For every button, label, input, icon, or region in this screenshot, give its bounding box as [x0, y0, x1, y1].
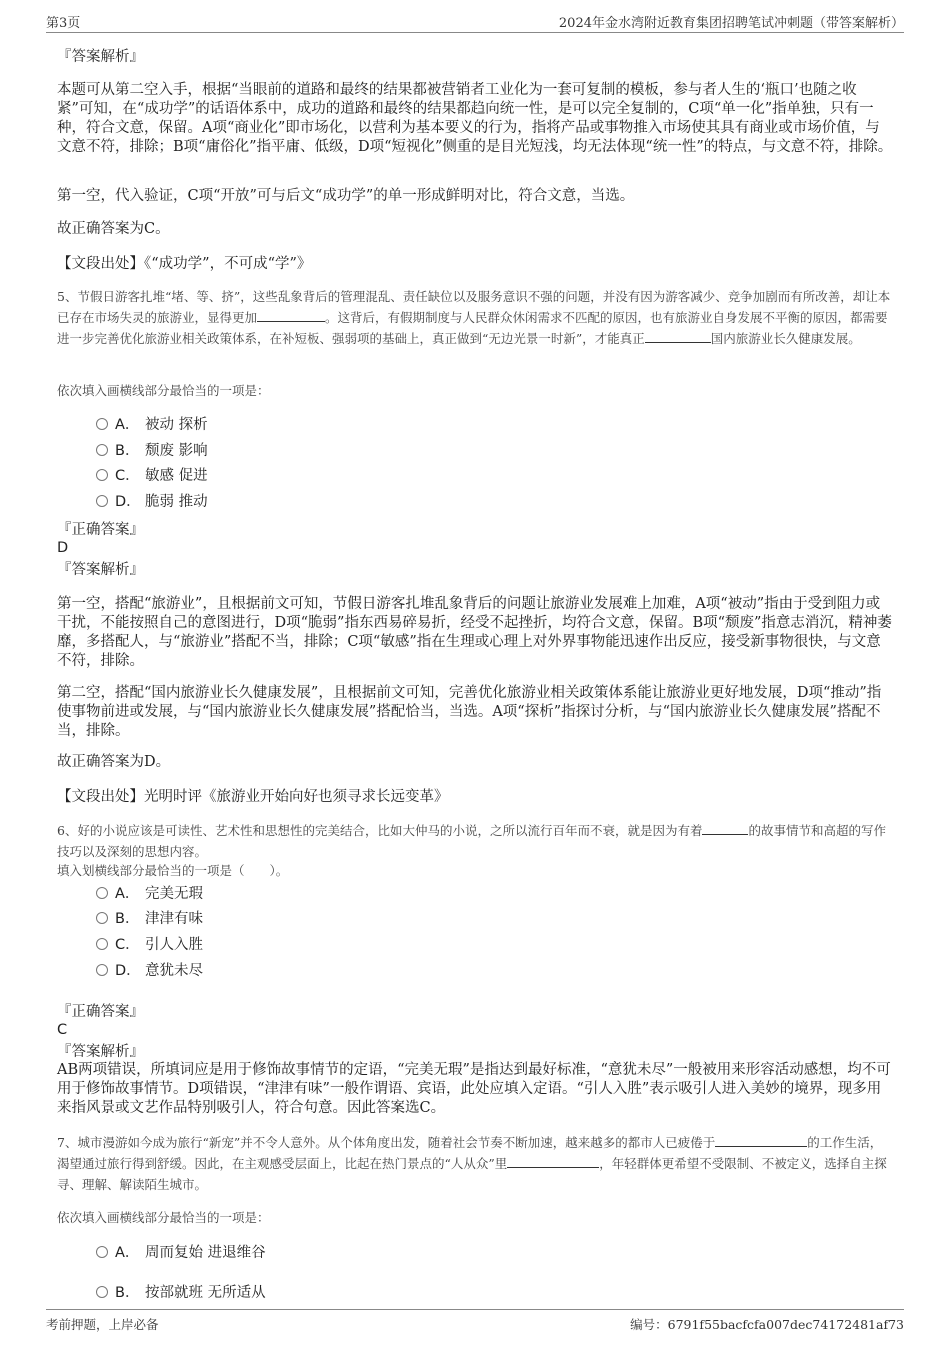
q7-stem [57, 1132, 893, 1195]
q6-option-b[interactable]: B． 津津有味 [96, 909, 203, 929]
q5-stem [57, 286, 893, 349]
radio-icon[interactable] [96, 469, 108, 481]
q5-option-b[interactable]: B． 颓废 影响 [96, 441, 208, 461]
q6-option-d[interactable]: D． 意犹未尽 [96, 961, 203, 981]
footer-slogan: 考前押题，上岸必备 [46, 1317, 159, 1332]
q4-analysis-p2: 第一空，代入验证，C项“开放”可与后文“成功学”的单一形成鲜明对比，符合文意，当选。 [57, 188, 635, 204]
q6-prompt: 填入划横线部分最恰当的一项是（ ）。 [57, 863, 289, 878]
radio-icon[interactable] [96, 1286, 108, 1298]
q5-blank-2 [645, 330, 711, 343]
q5-answer-statement: 故正确答案为D。 [57, 754, 171, 770]
radio-icon[interactable] [96, 418, 108, 430]
radio-icon[interactable] [96, 444, 108, 456]
q6-option-c[interactable]: C． 引人入胜 [96, 935, 203, 955]
q5-stem-part1: 5、节假日游客扎堆“堵、等、挤”，这些乱象背后的管理混乱、责任缺位以及服务意识不强的问题，并没有因为游客减少、竞争加剧而有所改善，却让本已存在市场失灵的旅游业，显得更加 [57, 289, 891, 325]
radio-icon[interactable] [96, 912, 108, 924]
q6-option-a[interactable]: A． 完美无瑕 [96, 884, 203, 904]
q5-source: 【文段出处】光明时评《旅游业开始向好也须寻求长远变革》 [57, 789, 449, 805]
q4-analysis-p1: 本题可从第二空入手，根据“当眼前的道路和最终的结果都被营销者工业化为一套可复制的模板，参与者人生的‘瓶口’也随之收紧”可知，在“成功学”的话语体系中，成功的道路和最终的结果都趋向统一性，是可以完全复制的，C项“单一化”指单独，只有一种，符合文意，保留。A项“商业化”即市场化，以营利为基本要义的行为，指将产品或事物推入市场使其具有商业或市场价值，与文意不符，排除；B项“庸俗化”指平庸、低级，D项“短视化”侧重的是目光短浅，均无法体现“统一性”的特点，与文意不符，排除。 [57, 82, 893, 155]
q4-answer-statement: 故正确答案为C。 [57, 221, 170, 237]
q4-analysis-label: 『答案解析』 [57, 49, 144, 65]
q5-analysis-label: 『答案解析』 [57, 562, 144, 578]
q7-stem-part2: 的工作生活，渴望通过旅行得到舒缓。因此，在主观感受层面上，比起在热门景点的“人从众”里 [57, 1135, 883, 1171]
q5-analysis-p1: 第一空，搭配“旅游业”，且根据前文可知，节假日游客扎堆乱象背后的问题让旅游业发展难上加难，A项“被动”指由于受到阻力或干扰，不能按照自己的意图进行，D项“脆弱”指东西易碎易折，经受不起挫折，均符合文意，保留。B项“颓废”指意志消沉，精神萎靡，多搭配人，与“旅游业”搭配不当，排除；C项“敏感”指在生理或心理上对外界事物能迅速作出反应，接受新事物很快，与文意不符，排除。 [57, 596, 892, 669]
radio-icon[interactable] [96, 964, 108, 976]
q6-stem [57, 820, 893, 862]
q6-correct-label: 『正确答案』 [57, 1004, 144, 1020]
q7-option-b[interactable]: B． 按部就班 无所适从 [96, 1283, 266, 1303]
q6-analysis-p1: AB两项错误，所填词应是用于修饰故事情节的定语，“完美无瑕”是指达到最好标准，“意犹未尽”一般被用来形容活动感想，均不可用于修饰故事情节。D项错误，“津津有味”一般作谓语、宾语，此处应填入定语。“引人入胜”表示吸引人进入美妙的境界，现多用来指风景或文艺作品特别吸引人，符合句意。因此答案选C。 [57, 1062, 891, 1116]
q5-correct-label: 『正确答案』 [57, 522, 144, 538]
q7-blank-2 [507, 1155, 599, 1168]
radio-icon[interactable] [96, 887, 108, 899]
q5-option-c[interactable]: C． 敏感 促进 [96, 466, 208, 486]
q5-option-d[interactable]: D． 脆弱 推动 [96, 492, 208, 512]
q6-blank [702, 822, 748, 835]
q7-prompt: 依次填入画横线部分最恰当的一项是： [57, 1210, 270, 1225]
q6-correct-answer: C [57, 1022, 68, 1038]
radio-icon[interactable] [96, 938, 108, 950]
page-header [46, 8, 904, 33]
q5-prompt: 依次填入画横线部分最恰当的一项是： [57, 383, 270, 398]
document-code: 编号：6791f55bacfcfa007dec74172481af73 [630, 1317, 904, 1332]
radio-icon[interactable] [96, 495, 108, 507]
document-title: 2024年金水湾附近教育集团招聘笔试冲刺题（带答案解析） [558, 16, 904, 31]
q6-stem-part1: 6、好的小说应该是可读性、艺术性和思想性的完美结合，比如大仲马的小说，之所以流行百年而不衰，就是因为有着 [57, 823, 703, 838]
q7-stem-part1: 7、城市漫游如今成为旅行“新宠”并不令人意外。从个体角度出发，随着社会节奏不断加速，越来越多的都市人已疲倦于 [57, 1135, 716, 1150]
q5-analysis-p2: 第二空，搭配“国内旅游业长久健康发展”，且根据前文可知，完善优化旅游业相关政策体系能让旅游业更好地发展，D项“推动”指使事物前进或发展，与“国内旅游业长久健康发展”搭配恰当，当选。A项“探析”指探讨分析，与“国内旅游业长久健康发展”搭配不当，排除。 [57, 685, 882, 739]
radio-icon[interactable] [96, 1246, 108, 1258]
page-number: 第3页 [46, 16, 81, 31]
q4-source: 【文段出处】《“成功学”，不可成“学”》 [57, 256, 312, 272]
q5-blank-1 [257, 309, 325, 322]
q6-stem-part2: 的故事情节和高超的写作技巧以及深刻的思想内容。 [57, 823, 886, 859]
q7-stem-part3: ，年轻群体更希望不受限制、不被定义，选择自主探寻、理解、解读陌生城市。 [57, 1156, 887, 1192]
q7-option-a[interactable]: A． 周而复始 进退维谷 [96, 1243, 266, 1263]
q5-stem-part3: 国内旅游业长久健康发展。 [710, 331, 861, 346]
q5-correct-answer: D [57, 540, 69, 556]
q5-option-a[interactable]: A． 被动 探析 [96, 415, 208, 435]
q5-stem-part2: 。这背后，有假期制度与人民群众休闲需求不匹配的原因，也有旅游业自身发展不平衡的原因，都需要进一步完善优化旅游业相关政策体系，在补短板、强弱项的基础上，真正做到“无边光景一时新”，才能真正 [57, 310, 888, 346]
page-footer [46, 1309, 904, 1334]
q6-analysis-label: 『答案解析』 [57, 1044, 144, 1060]
q7-blank-1 [715, 1134, 807, 1147]
